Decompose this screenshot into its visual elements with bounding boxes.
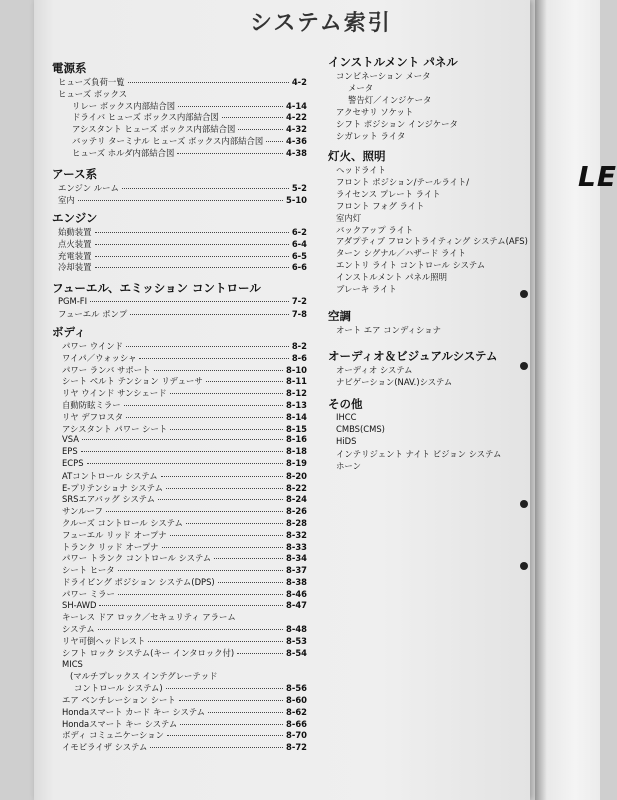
entry-label: PGM-FI [58,296,88,306]
index-entry [336,235,528,247]
dot-leader [78,200,283,201]
index-entry [58,261,307,273]
binding-hole [520,562,528,570]
entry-label: パワー ミラー [62,588,115,599]
dot-leader [98,629,283,630]
entry-page-number: 4-22 [286,112,307,123]
index-entry [336,436,523,446]
index-entry [336,283,523,295]
dot-leader [130,314,289,315]
index-entry [336,448,523,460]
entry-label: (マルチプレックス インテグレーテッド [70,671,218,682]
entry-page-number: 8-70 [286,730,307,741]
entry-page-number: 5-10 [286,194,307,205]
entry-page-number: 8-48 [286,624,307,635]
entry-label: メータ [348,82,374,93]
index-entry [62,399,307,411]
index-entry [62,446,307,456]
dot-leader [238,129,283,130]
entry-label: フューエル ポンプ [58,308,128,319]
entry-page-number: 8-18 [286,446,307,457]
entry-label: リヤ デフロスタ [62,411,124,422]
index-entry [72,135,307,147]
index-entry [62,635,307,647]
entry-label: ヘッドライト [336,165,386,175]
entry-page-number: 6-5 [291,250,307,261]
entry-page-number: 8-66 [286,718,307,729]
entry-label: 室内灯 [336,212,362,223]
index-entry [336,224,523,236]
index-entry [58,226,307,238]
entry-page-number: 8-37 [286,565,307,576]
entry-label: 冷却装置 [58,262,92,273]
entry-label: シフト ロック システム(キー インタロック付) [62,647,235,658]
entry-label: 自動防眩ミラー [62,400,121,410]
dot-leader [170,429,283,430]
index-entry [62,529,307,541]
dot-leader [128,82,289,83]
index-entry [62,505,307,517]
brand-logo-text: LE [578,160,617,193]
entry-label: Hondaスマート カード キー システム [62,706,206,717]
entry-label: ECPS [62,458,84,468]
index-entry [336,460,523,472]
entry-page-number: 8-12 [286,388,307,399]
index-entry [336,247,523,259]
entry-page-number: 4-38 [286,147,307,158]
dot-leader [148,641,283,642]
index-entry [62,517,307,529]
entry-label: エア ベンチレーション シート [62,695,176,705]
entry-label: シート ベルト テンション リデューサ [62,376,203,387]
entry-label: サンルーフ [62,506,103,517]
index-entry [336,259,523,271]
dot-leader [186,523,283,524]
entry-label: 室内 [58,194,75,205]
index-entry [72,147,307,159]
entry-page-number: 8-2 [291,341,307,351]
entry-label: アダプティブ フロントライティング システム(AFS) [336,236,528,247]
entry-label: フューエル リッド オープナ [62,529,167,540]
entry-label: ATコントロール システム [62,470,158,481]
entry-label: インテリジェント ナイト ビジョン システム [336,448,502,459]
index-entry [62,375,307,387]
index-entry [72,100,307,112]
entry-label: シフト ポジション インジケータ [336,118,458,129]
index-entry [58,88,307,100]
entry-label: エンジン ルーム [58,183,119,193]
category-heading: 空調 [328,309,351,323]
index-entry [336,364,523,376]
index-entry [62,387,307,399]
entry-page-number: 8-62 [286,706,307,717]
entry-page-number: 8-46 [286,588,307,599]
entry-label: フロント フォグ ライト [336,200,425,211]
entry-label: リヤ ウインド サンシェード [62,388,167,399]
entry-label: シート ヒータ [62,565,115,576]
entry-page-number: 8-24 [286,494,307,505]
index-entry [336,376,523,388]
index-entry [62,729,307,741]
entry-label: イモビライザ システム [62,742,148,753]
dot-leader [154,370,284,371]
index-entry [58,76,307,88]
dot-leader [214,558,283,559]
entry-label: インストルメント パネル照明 [336,272,448,283]
index-entry [336,164,523,176]
category-heading: アース系 [52,167,98,181]
entry-label: 警告灯／インジケータ [348,94,432,105]
entry-label: バッテリ ターミナル ヒューズ ボックス内部結合図 [72,136,264,146]
entry-label: オート エア コンディショナ [336,325,441,335]
entry-page-number: 8-47 [286,599,307,610]
index-entry [58,308,307,320]
dot-leader [178,106,283,107]
entry-page-number: 7-8 [291,308,307,319]
dot-leader [99,605,283,606]
entry-label: コンビネーション メータ [336,71,431,81]
category-heading: インストルメント パネル [328,55,458,69]
entry-label: ブレーキ ライト [336,284,397,294]
entry-page-number: 6-4 [291,238,307,249]
entry-label: E-プリテンショナ システム [62,482,163,493]
entry-label: MICS [62,658,83,669]
index-entry [62,364,307,376]
dot-leader [208,712,283,713]
dot-leader [162,547,284,548]
entry-page-number: 8-53 [286,636,307,646]
entry-label: システム [62,624,95,635]
dot-leader [158,499,283,500]
index-entry [336,118,523,130]
entry-label: Hondaスマート キー システム [62,718,178,729]
entry-label: ナビゲーション(NAV.)システム [336,376,453,387]
entry-page-number: 8-34 [286,553,307,564]
entry-label: SH-AWD [62,599,97,610]
index-entry [62,552,307,564]
index-entry [62,741,307,753]
dot-leader [266,141,283,142]
entry-page-number: 8-11 [286,376,307,387]
index-entry [336,176,523,188]
entry-label: バックアップ ライト [336,224,414,235]
entry-page-number: 8-6 [291,352,307,363]
index-entry [336,424,523,434]
entry-page-number: 5-2 [291,183,307,193]
dot-leader [126,417,283,418]
index-entry [62,576,307,588]
dot-leader [166,688,283,689]
entry-label: ヒューズ ボックス [58,88,128,99]
entry-label: 点火装置 [58,238,92,249]
entry-label: アシスタント ヒューズ ボックス内部結合図 [72,124,236,135]
category-heading: フューエル、エミッション コントロール [52,281,261,295]
entry-label: トランク リッド オープナ [62,541,159,552]
entry-label: クルーズ コントロール システム [62,518,183,528]
page-title: システム索引 [250,11,392,36]
entry-page-number: 4-36 [286,136,307,146]
index-entry [62,706,307,718]
index-entry [336,106,523,118]
entry-label: CMBS(CMS) [336,423,385,434]
index-entry [62,434,307,444]
entry-label: ワイパ／ウォッシャ [62,352,137,363]
index-entry [62,340,307,352]
dot-leader [167,735,283,736]
entry-page-number: 8-13 [286,400,307,410]
index-entry [62,541,307,553]
dot-leader [87,463,284,464]
background-right [535,0,600,800]
index-entry [62,352,307,364]
index-entry [58,238,307,250]
binding-hole [520,500,528,508]
dot-leader [82,439,283,440]
index-entry [74,682,307,694]
index-entry [336,212,523,224]
category-heading: ボディ [52,325,86,339]
entry-label: パワー トランク コントロール システム [62,553,212,564]
index-entry [62,411,307,423]
entry-page-number: 7-2 [291,296,307,306]
dot-leader [124,405,283,406]
entry-label: EPS [62,446,78,457]
dot-leader [166,488,283,489]
dot-leader [95,267,289,268]
entry-label: フロント ポジション/テールライト/ [336,176,470,187]
index-entry [58,194,307,206]
entry-label: パワー ランバ サポート [62,364,151,375]
category-heading: 灯火、照明 [328,149,386,163]
category-heading: エンジン [52,211,98,225]
entry-label: シガレット ライタ [336,130,406,141]
dot-leader [126,346,289,347]
index-entry [62,647,307,659]
entry-label: リヤ可倒ヘッドレスト [62,636,146,646]
dot-leader [237,653,283,654]
entry-page-number: 8-32 [286,529,307,540]
entry-label: ヒューズ ホルダ内部結合図 [72,147,175,158]
entry-page-number: 8-56 [286,683,307,694]
entry-page-number: 6-6 [291,262,307,273]
entry-label: リレー ボックス内部結合図 [72,100,176,111]
index-entry [336,70,523,82]
dot-leader [106,511,283,512]
index-entry [62,493,307,505]
entry-page-number: 8-26 [286,506,307,517]
entry-label: エントリ ライト コントロール システム [336,260,486,271]
category-heading: オーディオ＆ビジュアルシステム [328,349,498,363]
entry-label: 充電装置 [58,250,92,261]
entry-label: ドライビング ポジション システム(DPS) [62,577,215,587]
index-entry [58,296,307,306]
entry-page-number: 8-28 [286,518,307,528]
entry-label: ボディ コミュニケーション [62,730,164,741]
index-entry [62,588,307,600]
entry-label: IHCC [336,412,357,422]
entry-label: アクセサリ ソケット [336,106,414,117]
entry-label: コントロール システム) [74,683,163,694]
entry-page-number: 8-38 [286,577,307,587]
dot-leader [161,476,283,477]
entry-label: ドライバ ヒューズ ボックス内部結合図 [72,112,219,123]
entry-label: パワー ウインド [62,341,124,351]
dot-leader [180,724,283,725]
entry-page-number: 8-20 [286,470,307,481]
entry-label: HiDS [336,435,357,446]
dot-leader [206,381,283,382]
category-heading: 電源系 [52,61,87,75]
index-entry [72,111,307,123]
dot-leader [95,232,289,233]
entry-page-number: 8-54 [286,647,307,658]
index-entry [336,324,523,336]
index-entry [58,182,307,194]
entry-label: キーレス ドア ロック／セキュリティ アラーム [62,612,236,623]
entry-label: VSA [62,434,79,445]
entry-label: ターン シグナル／ハザード ライト [336,248,466,259]
entry-label: アシスタント パワー シート [62,423,168,434]
dot-leader [90,301,289,302]
entry-page-number: 4-14 [286,100,307,111]
dot-leader [81,451,283,452]
dot-leader [170,535,283,536]
entry-label: SRSエアバッグ システム [62,494,155,505]
index-entry [62,623,307,635]
entry-label: ホーン [336,460,361,471]
dot-leader [122,188,289,189]
entry-label: ヒューズ負荷一覧 [58,77,125,87]
dot-leader [218,582,283,583]
dot-leader [222,117,283,118]
index-entry [62,718,307,730]
index-entry [336,412,523,422]
entry-page-number: 8-72 [286,742,307,753]
dot-leader [177,153,283,154]
index-entry [62,423,307,435]
index-entry [336,271,523,283]
index-entry [336,188,523,200]
entry-label: オーディオ システム [336,365,413,375]
entry-page-number: 8-10 [286,364,307,375]
index-entry [72,123,307,135]
index-entry [62,659,307,669]
entry-page-number: 8-14 [286,411,307,422]
dot-leader [139,358,288,359]
entry-page-number: 8-33 [286,541,307,552]
index-entry [62,482,307,494]
category-heading: その他 [328,397,363,411]
dot-leader [179,700,283,701]
entry-page-number: 8-19 [286,458,307,468]
index-entry [62,600,307,610]
index-entry [336,130,523,142]
index-entry [70,670,307,682]
dot-leader [118,570,283,571]
dot-leader [170,393,283,394]
entry-page-number: 8-15 [286,423,307,434]
entry-page-number: 6-2 [291,227,307,237]
index-entry [62,694,307,706]
entry-label: 始動装置 [58,227,92,237]
dot-leader [150,747,283,748]
index-entry [62,564,307,576]
dot-leader [118,594,283,595]
entry-page-number: 8-60 [286,695,307,705]
entry-page-number: 8-16 [286,434,307,445]
entry-page-number: 4-32 [286,124,307,135]
entry-label: ライセンス プレート ライト [336,188,441,199]
dot-leader [95,256,289,257]
index-entry [62,470,307,482]
index-entry [58,250,307,262]
entry-page-number: 4-2 [291,77,307,87]
index-entry [62,458,307,468]
index-entry [348,82,523,94]
dot-leader [95,244,289,245]
index-entry [62,611,307,623]
entry-page-number: 8-22 [286,482,307,493]
index-entry [336,200,523,212]
index-entry [348,94,523,106]
